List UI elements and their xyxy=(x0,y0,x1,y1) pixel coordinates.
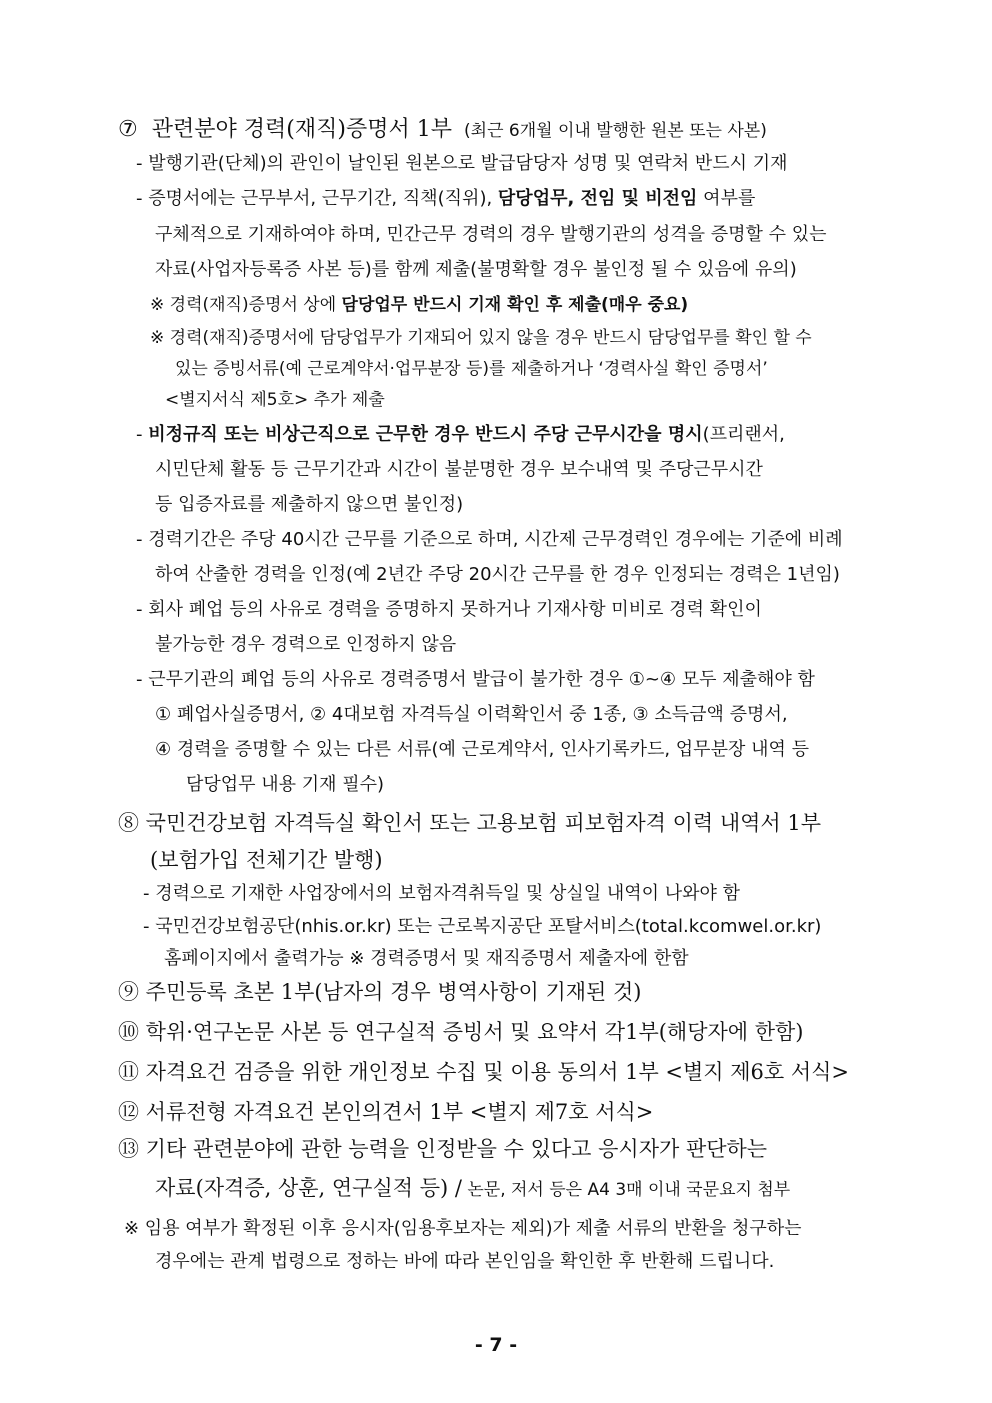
continuation-line: 구체적으로 기재하여야 하며, 민간근무 경력의 경우 발행기관의 성격을 증명할 수 있는 xyxy=(155,224,827,245)
item-11: ⑪ 자격요건 검증을 위한 개인정보 수집 및 이용 동의서 1부 <별지 제6호 서식> xyxy=(118,1060,850,1084)
item-title: 관련분야 경력(재직)증명서 1부 xyxy=(151,117,452,142)
continuation-line: 시민단체 활동 등 근무기간과 시간이 불분명한 경우 보수내역 및 주당근무시간 xyxy=(155,459,763,480)
text-span: - 증명서에는 근무부서, 근무기간, 직책(직위), xyxy=(136,188,498,209)
note-line: 있는 증빙서류(예 근로계약서·업무분장 등)를 제출하거나 ‘경력사실 확인 증명서’ xyxy=(175,359,768,379)
continuation-line: 자료(사업자등록증 사본 등)를 함께 제출(불명확할 경우 불인정 될 수 있음에 유의) xyxy=(155,259,797,280)
bullet-line xyxy=(136,421,785,449)
footnote-line: 경우에는 관계 법령으로 정하는 바에 따라 본인임을 확인한 후 반환해 드립니다. xyxy=(155,1251,775,1272)
continuation-line: 하여 산출한 경력을 인정(예 2년간 주당 20시간 근무를 한 경우 인정되는 경력은 1년임) xyxy=(155,564,840,585)
text-span: 여부를 xyxy=(697,188,756,209)
continuation-line: ④ 경력을 증명할 수 있는 다른 서류(예 근로계약서, 인사기록카드, 업무분장 내역 등 xyxy=(155,739,809,760)
bullet-line: - 발행기관(단체)의 관인이 날인된 원본으로 발급담당자 성명 및 연락처 반드시 기재 xyxy=(136,153,788,174)
continuation-line: 홈페이지에서 출력가능 ※ 경력증명서 및 재직증명서 제출자에 한함 xyxy=(164,948,689,969)
bullet-line xyxy=(136,185,755,213)
page-number: - 7 - xyxy=(474,1334,518,1356)
continuation-line: 담당업무 내용 기재 필수) xyxy=(186,774,385,795)
text-span: (프리랜서, xyxy=(702,424,785,445)
continuation-line: 불가능한 경우 경력으로 인정하지 않음 xyxy=(155,634,457,655)
bullet-line: - 경력으로 기재한 사업장에서의 보험자격취득일 및 상실일 내역이 나와야 함 xyxy=(143,883,741,904)
text-span: - xyxy=(136,424,149,445)
continuation-line: ① 폐업사실증명서, ② 4대보험 자격득실 이력확인서 중 1종, ③ 소득금액 증명서, xyxy=(155,704,788,725)
text-span: 논문, 저서 등은 A4 3매 이내 국문요지 첨부 xyxy=(461,1180,791,1200)
bullet-line: - 국민건강보험공단(nhis.or.kr) 또는 근로복지공단 포탈서비스(total.kcomwel.or.kr) xyxy=(143,916,822,937)
item-number: ⑦ xyxy=(118,117,138,142)
bullet-line: - 회사 폐업 등의 사유로 경력을 증명하지 못하거나 기재사항 미비로 경력 확인이 xyxy=(136,599,762,620)
note-line: <별지서식 제5호> 추가 제출 xyxy=(165,390,385,410)
item-note: (최근 6개월 이내 발행한 원본 또는 사본) xyxy=(464,121,767,141)
item-12: ⑫ 서류전형 자격요건 본인의견서 1부 <별지 제7호 서식> xyxy=(118,1100,654,1124)
text-span: 자료(자격증, 상훈, 연구실적 등) / xyxy=(155,1176,462,1200)
note-line xyxy=(150,291,688,319)
item-10: ⑩ 학위·연구논문 사본 등 연구실적 증빙서 및 요약서 각1부(해당자에 한함) xyxy=(118,1020,804,1044)
item-8-heading-cont: (보험가입 전체기간 발행) xyxy=(150,848,383,872)
item-8-heading: ⑧ 국민건강보험 자격득실 확인서 또는 고용보험 피보험자격 이력 내역서 1부 xyxy=(118,811,822,835)
item-9: ⑨ 주민등록 초본 1부(남자의 경우 병역사항이 기재된 것) xyxy=(118,980,642,1004)
bullet-line: - 근무기관의 폐업 등의 사유로 경력증명서 발급이 불가한 경우 ①~④ 모두 제출해야 함 xyxy=(136,669,815,690)
note-line: ※ 경력(재직)증명서에 담당업무가 기재되어 있지 않을 경우 반드시 담당업무를 확인 할 수 xyxy=(150,328,812,348)
bold-span: 비정규직 또는 비상근직으로 근무한 경우 반드시 주당 근무시간을 명시 xyxy=(148,424,703,445)
bullet-line: - 경력기간은 주당 40시간 근무를 기준으로 하며, 시간제 근무경력인 경우에는 기준에 비례 xyxy=(136,529,843,550)
item-13-cont xyxy=(155,1174,790,1204)
footnote-line: ※ 임용 여부가 확정된 이후 응시자(임용후보자는 제외)가 제출 서류의 반환을 청구하는 xyxy=(124,1218,802,1239)
item-13: ⑬ 기타 관련분야에 관한 능력을 인정받을 수 있다고 응시자가 판단하는 xyxy=(118,1137,768,1161)
continuation-line: 등 입증자료를 제출하지 않으면 불인정) xyxy=(155,494,464,515)
bold-span: 담당업무, 전임 및 비전임 xyxy=(497,188,698,209)
text-span: ※ 경력(재직)증명서 상에 xyxy=(150,295,342,315)
bold-span: 담당업무 반드시 기재 확인 후 제출(매우 중요) xyxy=(341,295,689,315)
item-7-heading xyxy=(118,116,767,145)
